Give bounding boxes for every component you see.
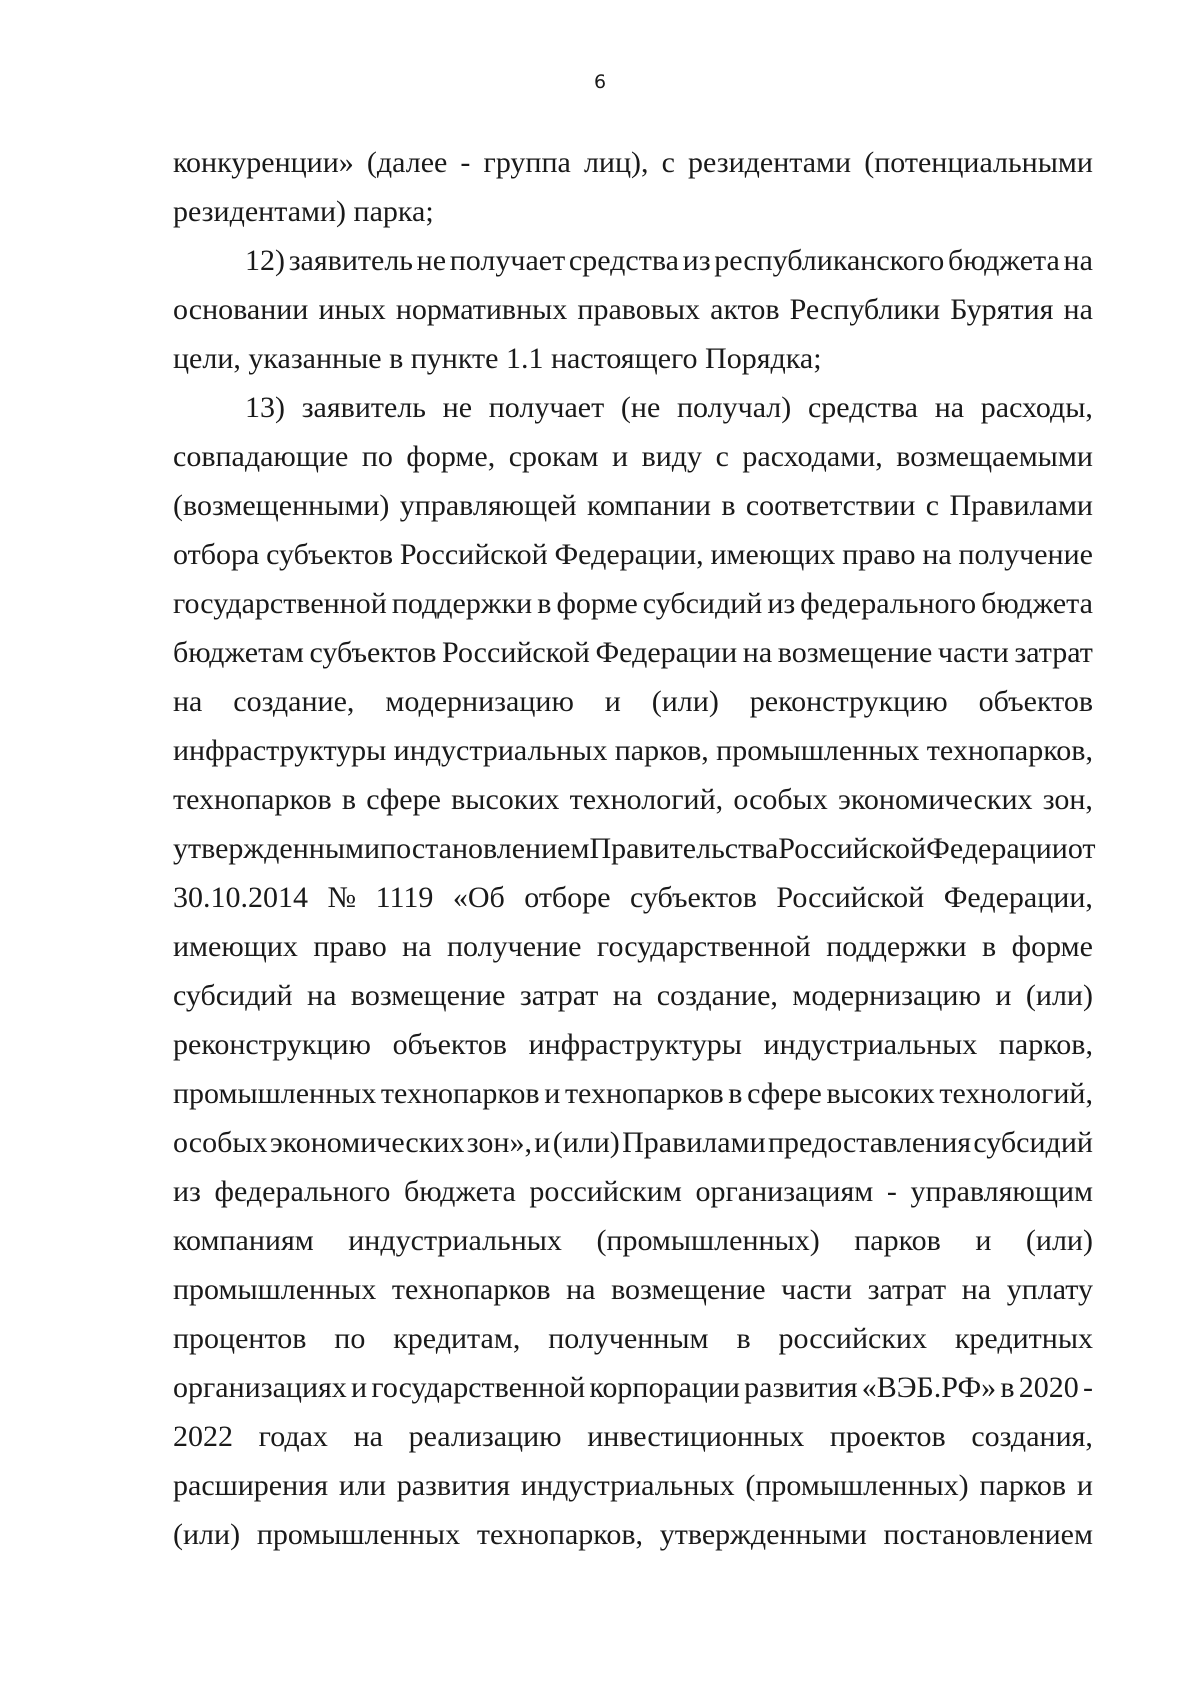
text-line: процентов по кредитам, полученным в российских кредитных <box>173 1322 1093 1355</box>
text-line: промышленных технопарков и технопарков в сфере высоких технологий, <box>173 1077 1093 1110</box>
text-line: основании иных нормативных правовых актов Республики Бурятия на <box>173 293 1093 326</box>
text-line: технопарков в сфере высоких технологий, особых экономических зон, <box>173 783 1093 816</box>
text-line: (возмещенными) управляющей компании в соответствии с Правилами <box>173 489 1093 522</box>
text-line: субсидий на возмещение затрат на создание, модернизацию и (или) <box>173 979 1093 1012</box>
text-line: реконструкцию объектов инфраструктуры индустриальных парков, <box>173 1028 1093 1061</box>
text-line: 13) заявитель не получает (не получал) средства на расходы, <box>245 391 1093 424</box>
text-line: отбора субъектов Российской Федерации, имеющих право на получение <box>173 538 1093 571</box>
text-line: 30.10.2014 № 1119 «Об отборе субъектов Российской Федерации, <box>173 881 1093 914</box>
text-line: бюджетам субъектов Российской Федерации на возмещение части затрат <box>173 636 1093 669</box>
document-body <box>173 138 1096 1559</box>
text-line: из федерального бюджета российским организациям - управляющим <box>173 1175 1093 1208</box>
text-line: организациях и государственной корпорации развития «ВЭБ.РФ» в 2020 - <box>173 1371 1093 1404</box>
text-line: государственной поддержки в форме субсидий из федерального бюджета <box>173 587 1093 620</box>
text-line: расширения или развития индустриальных (промышленных) парков и <box>173 1469 1093 1502</box>
text-line: резидентами) парка; <box>173 195 434 228</box>
text-line: конкуренции» (далее - группа лиц), с резидентами (потенциальными <box>173 146 1093 179</box>
text-line: 12) заявитель не получает средства из республиканского бюджета на <box>245 244 1093 277</box>
text-line: (или) промышленных технопарков, утвержденными постановлением <box>173 1518 1093 1551</box>
text-line: инфраструктуры индустриальных парков, промышленных технопарков, <box>173 734 1093 767</box>
text-line: совпадающие по форме, срокам и виду с расходами, возмещаемыми <box>173 440 1093 473</box>
page-number: 6 <box>593 71 607 93</box>
text-line: компаниям индустриальных (промышленных) парков и (или) <box>173 1224 1093 1257</box>
text-line: 2022 годах на реализацию инвестиционных проектов создания, <box>173 1420 1093 1453</box>
text-line: цели, указанные в пункте 1.1 настоящего Порядка; <box>173 342 822 375</box>
text-line: промышленных технопарков на возмещение части затрат на уплату <box>173 1273 1093 1306</box>
text-line: на создание, модернизацию и (или) реконструкцию объектов <box>173 685 1093 718</box>
text-line: имеющих право на получение государственной поддержки в форме <box>173 930 1093 963</box>
text-line: особых экономических зон», и (или) Правилами предоставления субсидий <box>173 1126 1093 1159</box>
text-line: утвержденными постановлением Правительства Российской Федерации от <box>173 832 1096 865</box>
